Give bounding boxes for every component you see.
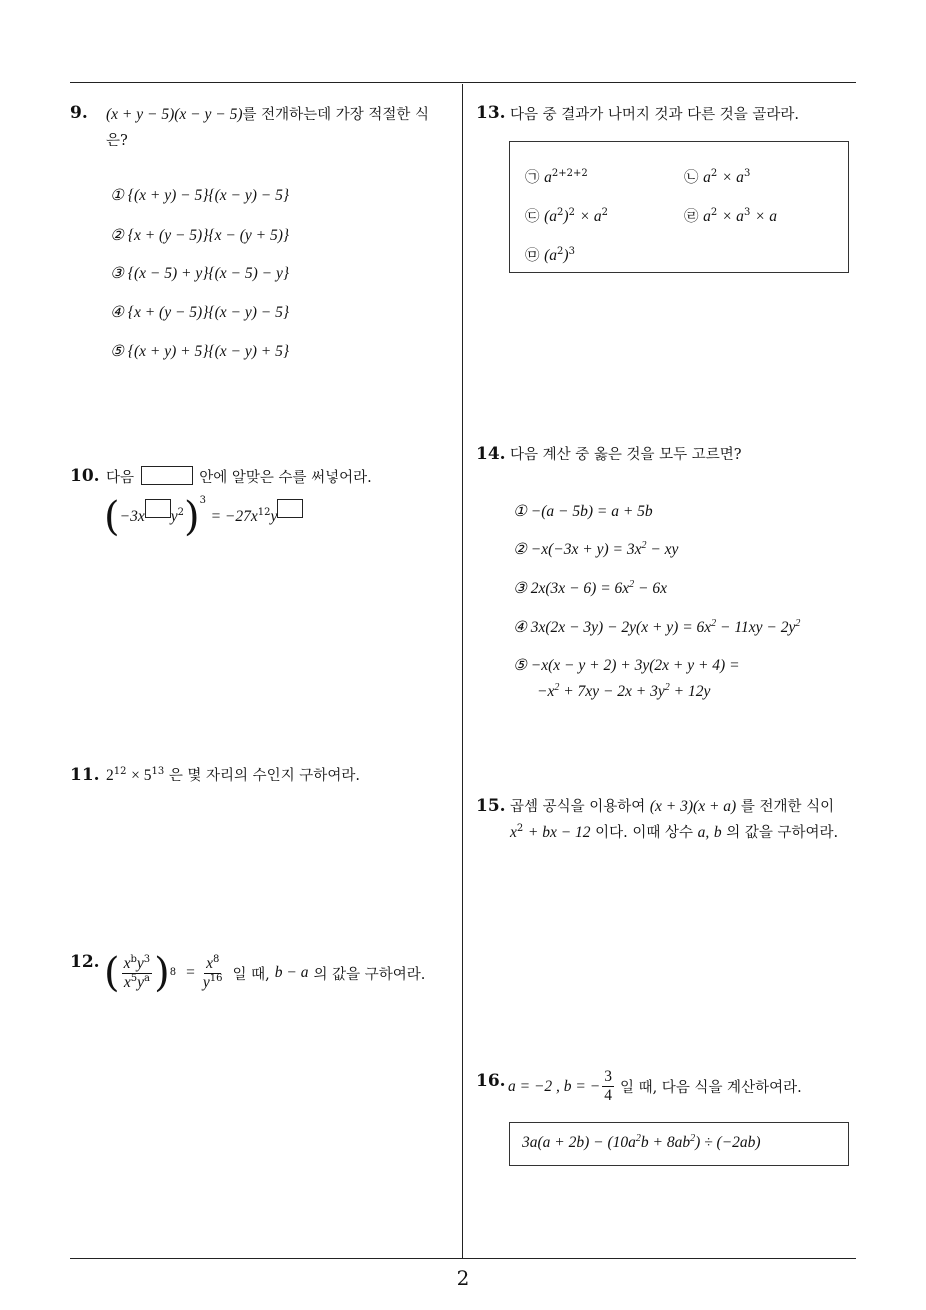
question-13-number: 13. — [476, 103, 506, 123]
top-rule — [70, 82, 856, 83]
eq-rhs-a-exp: 12 — [257, 507, 271, 518]
question-10-text-a: 다음 — [106, 470, 135, 486]
question-14-number: 14. — [476, 444, 506, 464]
question-10-equation — [104, 494, 303, 540]
exponent-blank-2[interactable] — [277, 499, 303, 518]
question-11-number: 11. — [70, 765, 100, 785]
question-15-text: 곱셈 공식을 이용하여 (x + 3)(x + a) 를 전개한 식이 $x^2$ + bx − 12 이다. 이때 상수 a, b 의 값을 구하여라. — [510, 798, 839, 841]
eq-lhs-b-exp: 2 — [177, 507, 184, 518]
q11-exp1: 12 — [113, 766, 127, 777]
question-16-expression: $3a(a + 2b) - (10a^2b + 8ab^2) \div (-2ab)$ — [522, 1133, 761, 1151]
question-15-number: 15. — [476, 796, 506, 816]
eq-rhs-a: = −27x — [210, 508, 258, 525]
question-10-number: 10. — [70, 466, 100, 486]
q12-text1: 일 때, — [232, 966, 270, 983]
eq-outer-exp: 3 — [199, 495, 206, 506]
q11-base: 2 — [106, 767, 114, 784]
question-14-option-5-continued: $-x^2 + 7xy - 2x + 3y^2 + 12y$ — [537, 682, 711, 700]
left-paren: ( — [104, 950, 120, 996]
question-16-condition: a = −2 , b = − $\frac{3}{4}$ 일 때, 다음 식을 계산하여라. — [508, 1068, 802, 1104]
eq-rhs-b: y — [270, 508, 278, 525]
question-9-text — [106, 102, 456, 154]
q11-question: 은 몇 자리의 수인지 구하여라. — [168, 768, 360, 784]
question-14-option-5[interactable]: ⑤ −x(x − y + 2) + 3y(2x + y + 4) = — [513, 657, 740, 674]
bottom-rule — [70, 1258, 856, 1259]
question-12-number: 12. — [70, 952, 100, 972]
q11-times: × 5 — [131, 767, 152, 784]
question-10-text-b: 안에 알맞은 수를 써넣어라. — [199, 470, 372, 486]
question-9-option-2[interactable]: ② {x + (y − 5)}{x − (y + 5)} — [110, 227, 290, 244]
question-14-option-3[interactable]: ③ $2x(3x - 6) = 6x^2 - 6x$ — [513, 579, 667, 597]
question-14-option-4[interactable]: ④ $3x(2x - 3y) - 2y(x + y) = 6x^2 - 11xy - 2y^2$ — [513, 618, 801, 636]
q12-equals: = — [186, 964, 195, 981]
question-10-text — [106, 465, 372, 491]
right-paren: ) — [183, 494, 200, 540]
question-13-option-3[interactable]: ㉢ $(a^2)^2 \times a^2$ — [525, 207, 609, 225]
question-13-option-1[interactable]: ㉠ $a^{2+2+2}$ — [525, 168, 588, 186]
exponent-blank-1[interactable] — [145, 499, 171, 518]
eq-lhs-a: −3x — [119, 508, 145, 525]
q11-exp2: 13 — [151, 766, 165, 777]
question-13-text: 다음 중 결과가 나머지 것과 다른 것을 골라라. — [510, 107, 799, 123]
question-9-option-4[interactable]: ④ {x + (y − 5)}{(x − y) − 5} — [110, 304, 290, 321]
q12-fraction-left: $\frac{x^by^3}{x^5y^a}$ — [123, 953, 151, 991]
question-9-option-5[interactable]: ⑤ {(x + y) + 5}{(x − y) + 5} — [110, 343, 290, 360]
question-9-option-3[interactable]: ③ {(x − 5) + y}{(x − 5) − y} — [110, 265, 290, 282]
question-12-equation: ( $\frac{x^by^3}{x^5y^a}$ ) 8 = $\frac{x^8}{y^{16}}$ 일 때, b − a 의 값을 구하여라. — [104, 950, 426, 996]
question-13-option-2[interactable]: ㉡ $a^2 \times a^3$ — [684, 168, 751, 186]
question-14-option-1[interactable]: ① −(a − 5b) = a + 5b — [513, 503, 653, 520]
question-13-option-5[interactable]: ㉤ $(a^2)^3$ — [525, 246, 575, 264]
question-9-expression: (x + y − 5)(x − y − 5) — [106, 106, 243, 123]
q12-fraction-right: $\frac{x^8}{y^{16}}$ — [202, 953, 223, 991]
q12-expr: b − a — [274, 964, 309, 981]
question-16-number: 16. — [476, 1071, 506, 1091]
question-9-text-line1: 를 전개하는데 가장 적절한 식 — [242, 107, 430, 123]
question-14-option-2[interactable]: ② $-x(-3x + y) = 3x^2$ − xy — [513, 540, 679, 558]
question-9-text-line2: 은? — [106, 133, 128, 149]
left-paren: ( — [104, 494, 120, 540]
eq-lhs-b: y — [170, 508, 178, 525]
question-9-option-1[interactable]: ① {(x + y) − 5}{(x − y) − 5} — [110, 187, 290, 204]
column-divider — [462, 84, 463, 1258]
answer-blank-box — [141, 466, 193, 485]
question-13-option-4[interactable]: ㉣ $a^2 \times a^3 \times a$ — [684, 207, 778, 225]
question-14-text: 다음 계산 중 옳은 것을 모두 고르면? — [510, 447, 742, 463]
question-11-text — [106, 763, 360, 789]
q12-text2: 의 값을 구하여라. — [313, 966, 426, 983]
page-number: 2 — [456, 1266, 470, 1290]
right-paren: ) — [154, 950, 170, 996]
question-9-number: 9. — [70, 103, 88, 123]
